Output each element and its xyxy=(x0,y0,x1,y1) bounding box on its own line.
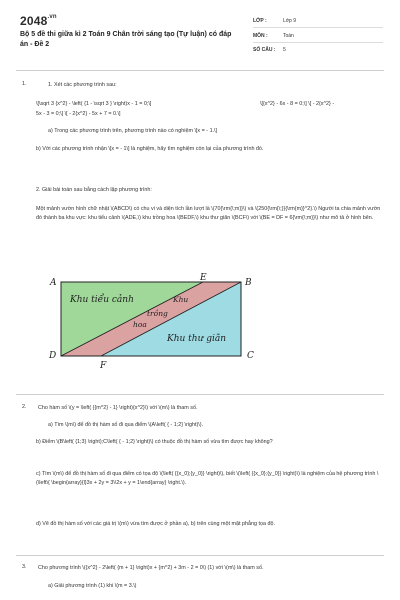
q1-intro: 1. Xét các phương trình sau: xyxy=(48,82,117,88)
document-title: Bộ 5 đề thi giữa kì 2 Toán 9 Chân trời sáng tạo (Tự luận) có đáp án - Đề 2 xyxy=(20,31,232,48)
label-flower-garden: trồng xyxy=(147,309,168,318)
site-logo[interactable] xyxy=(20,14,57,28)
meta-value: Toán xyxy=(283,33,294,39)
label-flower-garden: Khu xyxy=(173,295,189,304)
meta-value: Lớp 9 xyxy=(283,18,297,24)
meta-class xyxy=(253,18,383,24)
meta-value: 5 xyxy=(283,47,286,53)
q2-part-c: c) Tìm \(m\) để đồ thị hàm số đi qua điểm có tọa độ \(\left( {{x_0};{y_0}} \right)\), biết \(\left( {{x_0};{y_0}} \right)\) là nghiệm của hệ phương trình \(\left\{ \begin{array}{l}3x + 2y = 3\\2x + y = 1\end{array} \right.\). xyxy=(36,471,379,486)
q1-part-a: a) Trong các phương trình trên, phương trình nào có nghiệm \[x = - 1.\] xyxy=(48,128,218,134)
meta-subject xyxy=(253,33,383,39)
meta-key: MÔN : xyxy=(253,33,268,39)
meta-question-count xyxy=(253,47,383,53)
q2-stem: Cho hàm số \(y = \left( {{m^2} - 1} \right){x^2}\) với \(m\) là tham số. xyxy=(38,405,198,411)
label-decorative-garden: Khu tiểu cảnh xyxy=(70,295,134,305)
section-divider xyxy=(16,555,384,556)
q1-part-b: b) Với các phương trình nhận \[x = - 1\] là nghiệm, hãy tìm nghiệm còn lại của phương trình đó. xyxy=(36,146,264,152)
meta-key: LỚP : xyxy=(253,18,267,24)
vertex-f: F xyxy=(100,361,107,371)
q2-part-b: b) Điểm \(B\left( {1;3} \right);C\left( { - 1;2} \right)\) có thuộc đồ thị hàm số vừa tìm được hay không? xyxy=(36,439,273,445)
q1-equation-line: \[{x^2} - 6x - 8 = 0;\] \[ - 2{x^2} - xyxy=(260,101,335,107)
vertex-e: E xyxy=(200,273,207,283)
vertex-b: B xyxy=(245,278,252,288)
vertex-d: D xyxy=(49,351,57,361)
question-number: 2. xyxy=(22,404,27,410)
label-flower-garden: hoa xyxy=(133,320,147,329)
document-header xyxy=(0,0,400,68)
question-number: 1. xyxy=(22,81,27,87)
vertex-a: A xyxy=(50,278,57,288)
meta-divider xyxy=(253,42,383,43)
section-divider xyxy=(16,70,384,71)
question-number: 3. xyxy=(22,564,27,570)
q2-part-d: d) Vẽ đồ thị hàm số với các giá trị \(m\) vừa tìm được ở phần a), b) trên cùng một mặt phẳng tọa độ. xyxy=(36,521,275,527)
q1-equation-line: 5x - 3 = 0;\] \[ - 2{x^2} - 5x + 7 = 0.\] xyxy=(36,111,121,117)
meta-key: SỐ CÂU : xyxy=(253,47,276,53)
q3-stem: Cho phương trình \({x^2} - 2\left( {m + 1} \right)x + {m^2} + 3m - 2 = 0\) (1) với \(m\) là tham số. xyxy=(38,565,264,571)
vertex-c: C xyxy=(247,351,254,361)
q2-part-a: a) Tìm \(m\) để đồ thị hàm số đi qua điểm \(A\left( { - 1;2} \right)\). xyxy=(48,422,204,428)
meta-divider xyxy=(253,27,383,28)
label-relax-area: Khu thư giãn xyxy=(167,334,227,344)
q1-part2-intro: 2. Giải bài toán sau bằng cách lập phương trình: xyxy=(36,187,152,193)
q3-part-a: a) Giải phương trình (1) khi \(m = 3.\) xyxy=(48,583,137,589)
q1-equation-line: \[\sqrt 3 {x^2} - \left( {1 - \sqrt 3 } \right)x - 1 = 0;\] xyxy=(36,101,152,107)
section-divider xyxy=(16,394,384,395)
logo-suffix: .vn xyxy=(47,14,57,20)
q1-part2-text: Một mảnh vườn hình chữ nhật \(ABCD\) có chu vi và diện tích lần lượt là \(70{\rm{\;m}}\) và \(250{\rm{\;}}{\rm{m}}^2}.\) Người ta chia mảnh vườn đó thành ba khu vực: khu tiểu cảnh \(ADE,\) khu trồng hoa \(BEDF,\) khu thư giãn \(BCF\) với \(BE = DF = 6{\rm{\;m}}\) như mô tả ở hình bên. xyxy=(36,206,381,221)
garden-diagram xyxy=(45,270,285,375)
logo-main: 2048 xyxy=(20,14,48,28)
